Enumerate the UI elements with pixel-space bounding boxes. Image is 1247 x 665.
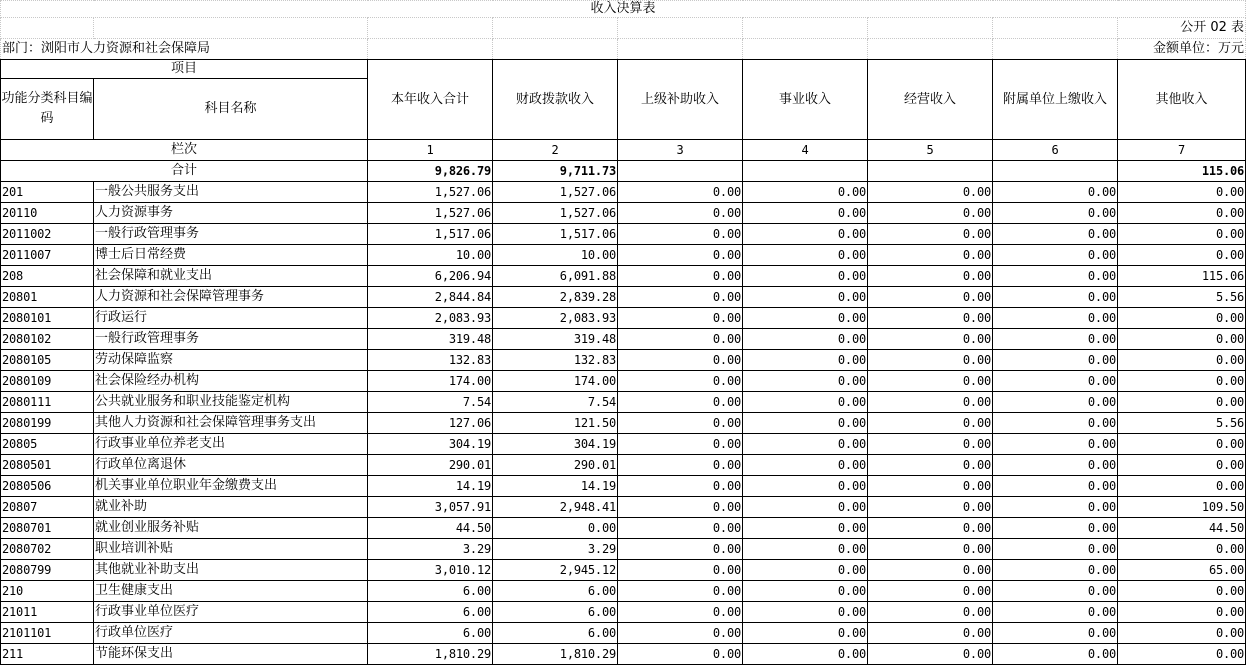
row-value: 0.00 [993,329,1118,350]
row-value: 0.00 [618,287,743,308]
row-value: 0.00 [868,413,993,434]
row-name: 社会保障和就业支出 [94,266,368,287]
row-value: 14.19 [368,476,493,497]
row-value: 0.00 [993,497,1118,518]
row-code: 2101101 [1,623,94,644]
row-value: 0.00 [618,560,743,581]
row-value: 174.00 [493,371,618,392]
total-value: 9,826.79 [368,161,493,182]
row-value: 304.19 [368,434,493,455]
row-value: 0.00 [1118,476,1246,497]
row-value: 0.00 [618,371,743,392]
row-value: 0.00 [743,329,868,350]
row-value: 0.00 [1118,644,1246,665]
row-name: 一般行政管理事务 [94,224,368,245]
row-value: 2,839.28 [493,287,618,308]
row-value: 0.00 [618,581,743,602]
total-value [618,161,743,182]
row-code: 20110 [1,203,94,224]
row-code: 21011 [1,602,94,623]
row-name: 就业创业服务补贴 [94,518,368,539]
row-value: 1,527.06 [493,203,618,224]
total-value: 115.06 [1118,161,1246,182]
col-number: 7 [1118,140,1246,161]
row-code: 2011002 [1,224,94,245]
row-value: 0.00 [993,476,1118,497]
row-value: 7.54 [368,392,493,413]
col-number: 2 [493,140,618,161]
row-value: 0.00 [993,245,1118,266]
table-row [1,224,1246,245]
row-value: 0.00 [743,203,868,224]
row-value: 0.00 [993,560,1118,581]
row-value: 0.00 [1118,371,1246,392]
row-value: 0.00 [743,287,868,308]
table-row [1,413,1246,434]
row-value: 7.54 [493,392,618,413]
row-value: 0.00 [743,560,868,581]
row-code: 2080501 [1,455,94,476]
row-value: 0.00 [1118,308,1246,329]
row-value: 3,057.91 [368,497,493,518]
row-value: 132.83 [368,350,493,371]
row-value: 6.00 [493,623,618,644]
row-code: 20805 [1,434,94,455]
row-value: 0.00 [868,476,993,497]
row-code: 2080101 [1,308,94,329]
row-value: 0.00 [1118,602,1246,623]
row-value: 121.50 [493,413,618,434]
row-value: 0.00 [868,245,993,266]
row-value: 0.00 [993,392,1118,413]
col-index-label: 栏次 [1,140,368,161]
row-name: 卫生健康支出 [94,581,368,602]
row-value: 0.00 [618,602,743,623]
row-value: 6.00 [493,602,618,623]
col-number: 4 [743,140,868,161]
row-value: 0.00 [1118,434,1246,455]
row-value: 2,844.84 [368,287,493,308]
row-value: 0.00 [618,539,743,560]
row-value: 109.50 [1118,497,1246,518]
row-value: 0.00 [618,308,743,329]
row-value: 0.00 [993,287,1118,308]
row-value: 115.06 [1118,266,1246,287]
row-value: 10.00 [368,245,493,266]
row-value: 3,010.12 [368,560,493,581]
table-row [1,266,1246,287]
row-name: 行政单位医疗 [94,623,368,644]
table-row [1,350,1246,371]
row-name: 一般公共服务支出 [94,182,368,203]
row-value: 0.00 [1118,539,1246,560]
col-header-6: 附属单位上缴收入 [993,60,1118,140]
row-value: 0.00 [618,476,743,497]
row-value: 290.01 [493,455,618,476]
total-value [993,161,1118,182]
row-value: 0.00 [618,623,743,644]
sheet-title: 收入决算表 [590,1,656,16]
row-value: 0.00 [743,245,868,266]
total-value: 9,711.73 [493,161,618,182]
row-value: 0.00 [618,497,743,518]
row-value: 0.00 [618,518,743,539]
row-value: 0.00 [868,560,993,581]
row-code: 2080506 [1,476,94,497]
row-value: 0.00 [743,497,868,518]
col-header-2: 财政拨款收入 [493,60,618,140]
row-value: 304.19 [493,434,618,455]
department-label: 部门：浏阳市人力资源和社会保障局 [1,39,368,60]
row-value: 3.29 [493,539,618,560]
row-code: 2080102 [1,329,94,350]
table-row [1,476,1246,497]
row-code: 208 [1,266,94,287]
form-number: 公开 02 表 [1118,18,1246,39]
row-value: 0.00 [868,371,993,392]
table-row [1,644,1246,665]
row-value: 0.00 [993,434,1118,455]
row-code: 211 [1,644,94,665]
row-value: 0.00 [868,497,993,518]
row-value: 1,517.06 [368,224,493,245]
row-value: 1,810.29 [368,644,493,665]
row-value: 0.00 [868,308,993,329]
table-row [1,308,1246,329]
row-value: 0.00 [743,602,868,623]
row-value: 0.00 [868,350,993,371]
col-header-1: 本年收入合计 [368,60,493,140]
row-value: 0.00 [743,224,868,245]
row-value: 0.00 [493,518,618,539]
row-value: 0.00 [868,266,993,287]
row-name: 行政运行 [94,308,368,329]
row-value: 0.00 [868,224,993,245]
row-name: 行政单位离退休 [94,455,368,476]
row-value: 0.00 [1118,455,1246,476]
row-value: 0.00 [868,287,993,308]
table-row [1,329,1246,350]
row-value: 0.00 [743,644,868,665]
row-value: 0.00 [868,644,993,665]
row-value: 0.00 [993,308,1118,329]
row-name: 一般行政管理事务 [94,329,368,350]
row-value: 0.00 [868,434,993,455]
row-value: 0.00 [868,602,993,623]
row-code: 2080199 [1,413,94,434]
table-row [1,518,1246,539]
total-label: 合计 [1,161,368,182]
row-value: 0.00 [1118,245,1246,266]
row-value: 0.00 [618,350,743,371]
row-value: 6,091.88 [493,266,618,287]
row-value: 0.00 [618,392,743,413]
row-code: 201 [1,182,94,203]
row-value: 319.48 [368,329,493,350]
row-value: 1,810.29 [493,644,618,665]
row-value: 2,948.41 [493,497,618,518]
row-value: 0.00 [868,518,993,539]
row-value: 0.00 [868,581,993,602]
row-name: 劳动保障监察 [94,350,368,371]
row-value: 0.00 [993,455,1118,476]
row-value: 0.00 [618,182,743,203]
row-code: 2080799 [1,560,94,581]
row-value: 1,527.06 [493,182,618,203]
row-value: 0.00 [868,203,993,224]
row-name: 职业培训补贴 [94,539,368,560]
col-number: 3 [618,140,743,161]
unit-label: 金额单位：万元 [1118,39,1246,60]
row-name: 节能环保支出 [94,644,368,665]
row-value: 44.50 [1118,518,1246,539]
row-value: 0.00 [868,392,993,413]
row-value: 14.19 [493,476,618,497]
row-value: 5.56 [1118,413,1246,434]
row-name: 人力资源和社会保障管理事务 [94,287,368,308]
total-value [743,161,868,182]
row-value: 0.00 [618,329,743,350]
row-value: 0.00 [618,434,743,455]
row-value: 2,083.93 [368,308,493,329]
total-value [868,161,993,182]
row-value: 2,945.12 [493,560,618,581]
table-row [1,455,1246,476]
row-value: 1,517.06 [493,224,618,245]
col-header-7: 其他收入 [1118,60,1246,140]
table-row [1,203,1246,224]
row-value: 0.00 [618,266,743,287]
row-value: 0.00 [993,371,1118,392]
row-value: 10.00 [493,245,618,266]
row-value: 0.00 [1118,350,1246,371]
table-row [1,371,1246,392]
row-value: 0.00 [743,455,868,476]
row-value: 0.00 [618,224,743,245]
row-value: 0.00 [618,644,743,665]
table-row [1,539,1246,560]
row-code: 2080109 [1,371,94,392]
row-value: 0.00 [1118,182,1246,203]
row-code: 2080111 [1,392,94,413]
row-value: 0.00 [743,182,868,203]
item-header: 项目 [1,60,368,79]
row-value: 6.00 [368,602,493,623]
row-code: 2080702 [1,539,94,560]
row-value: 0.00 [743,392,868,413]
table-row [1,287,1246,308]
row-value: 174.00 [368,371,493,392]
row-code: 20801 [1,287,94,308]
row-value: 3.29 [368,539,493,560]
row-value: 0.00 [743,518,868,539]
row-value: 6.00 [368,623,493,644]
row-value: 44.50 [368,518,493,539]
row-value: 0.00 [993,266,1118,287]
col-number: 5 [868,140,993,161]
table-row [1,560,1246,581]
row-name: 博士后日常经费 [94,245,368,266]
row-value: 0.00 [743,266,868,287]
row-value: 0.00 [993,623,1118,644]
row-value: 0.00 [868,623,993,644]
row-value: 65.00 [1118,560,1246,581]
table-row [1,392,1246,413]
row-value: 127.06 [368,413,493,434]
row-value: 0.00 [1118,329,1246,350]
row-value: 0.00 [993,224,1118,245]
row-value: 0.00 [618,203,743,224]
col-header-3: 上级补助收入 [618,60,743,140]
row-value: 0.00 [993,539,1118,560]
col-number: 1 [368,140,493,161]
row-value: 0.00 [1118,224,1246,245]
row-value: 0.00 [618,413,743,434]
row-code: 210 [1,581,94,602]
row-name: 就业补助 [94,497,368,518]
row-value: 1,527.06 [368,182,493,203]
col-header-5: 经营收入 [868,60,993,140]
row-value: 6.00 [493,581,618,602]
col-number: 6 [993,140,1118,161]
row-value: 6,206.94 [368,266,493,287]
row-value: 0.00 [868,455,993,476]
row-value: 0.00 [868,329,993,350]
row-value: 0.00 [1118,623,1246,644]
row-value: 0.00 [868,182,993,203]
row-value: 5.56 [1118,287,1246,308]
row-name: 人力资源事务 [94,203,368,224]
row-name: 行政事业单位养老支出 [94,434,368,455]
row-value: 6.00 [368,581,493,602]
code-header: 功能分类科目编码 [1,79,94,140]
table-row [1,245,1246,266]
row-value: 132.83 [493,350,618,371]
row-name: 行政事业单位医疗 [94,602,368,623]
row-name: 机关事业单位职业年金缴费支出 [94,476,368,497]
table-row [1,602,1246,623]
row-value: 0.00 [993,518,1118,539]
row-value: 0.00 [743,434,868,455]
row-value: 0.00 [743,539,868,560]
row-value: 0.00 [993,350,1118,371]
table-row [1,581,1246,602]
table-row [1,497,1246,518]
row-value: 290.01 [368,455,493,476]
table-row [1,434,1246,455]
row-value: 0.00 [743,581,868,602]
row-value: 0.00 [743,623,868,644]
row-name: 社会保险经办机构 [94,371,368,392]
row-value: 0.00 [743,476,868,497]
row-value: 0.00 [743,308,868,329]
row-value: 0.00 [993,182,1118,203]
name-header: 科目名称 [94,79,368,140]
row-value: 0.00 [618,245,743,266]
row-value: 0.00 [1118,392,1246,413]
row-value: 0.00 [743,413,868,434]
row-value: 0.00 [618,455,743,476]
row-name: 公共就业服务和职业技能鉴定机构 [94,392,368,413]
row-value: 0.00 [1118,581,1246,602]
row-code: 2080105 [1,350,94,371]
row-value: 0.00 [993,644,1118,665]
table-row [1,623,1246,644]
row-value: 0.00 [993,203,1118,224]
row-code: 2080701 [1,518,94,539]
row-value: 0.00 [993,413,1118,434]
row-value: 0.00 [1118,203,1246,224]
row-value: 0.00 [993,602,1118,623]
row-value: 0.00 [868,539,993,560]
row-code: 20807 [1,497,94,518]
col-header-4: 事业收入 [743,60,868,140]
row-code: 2011007 [1,245,94,266]
row-value: 0.00 [743,350,868,371]
row-value: 319.48 [493,329,618,350]
table-row [1,182,1246,203]
row-value: 2,083.93 [493,308,618,329]
row-value: 0.00 [743,371,868,392]
row-value: 0.00 [993,581,1118,602]
row-value: 1,527.06 [368,203,493,224]
row-name: 其他就业补助支出 [94,560,368,581]
row-name: 其他人力资源和社会保障管理事务支出 [94,413,368,434]
